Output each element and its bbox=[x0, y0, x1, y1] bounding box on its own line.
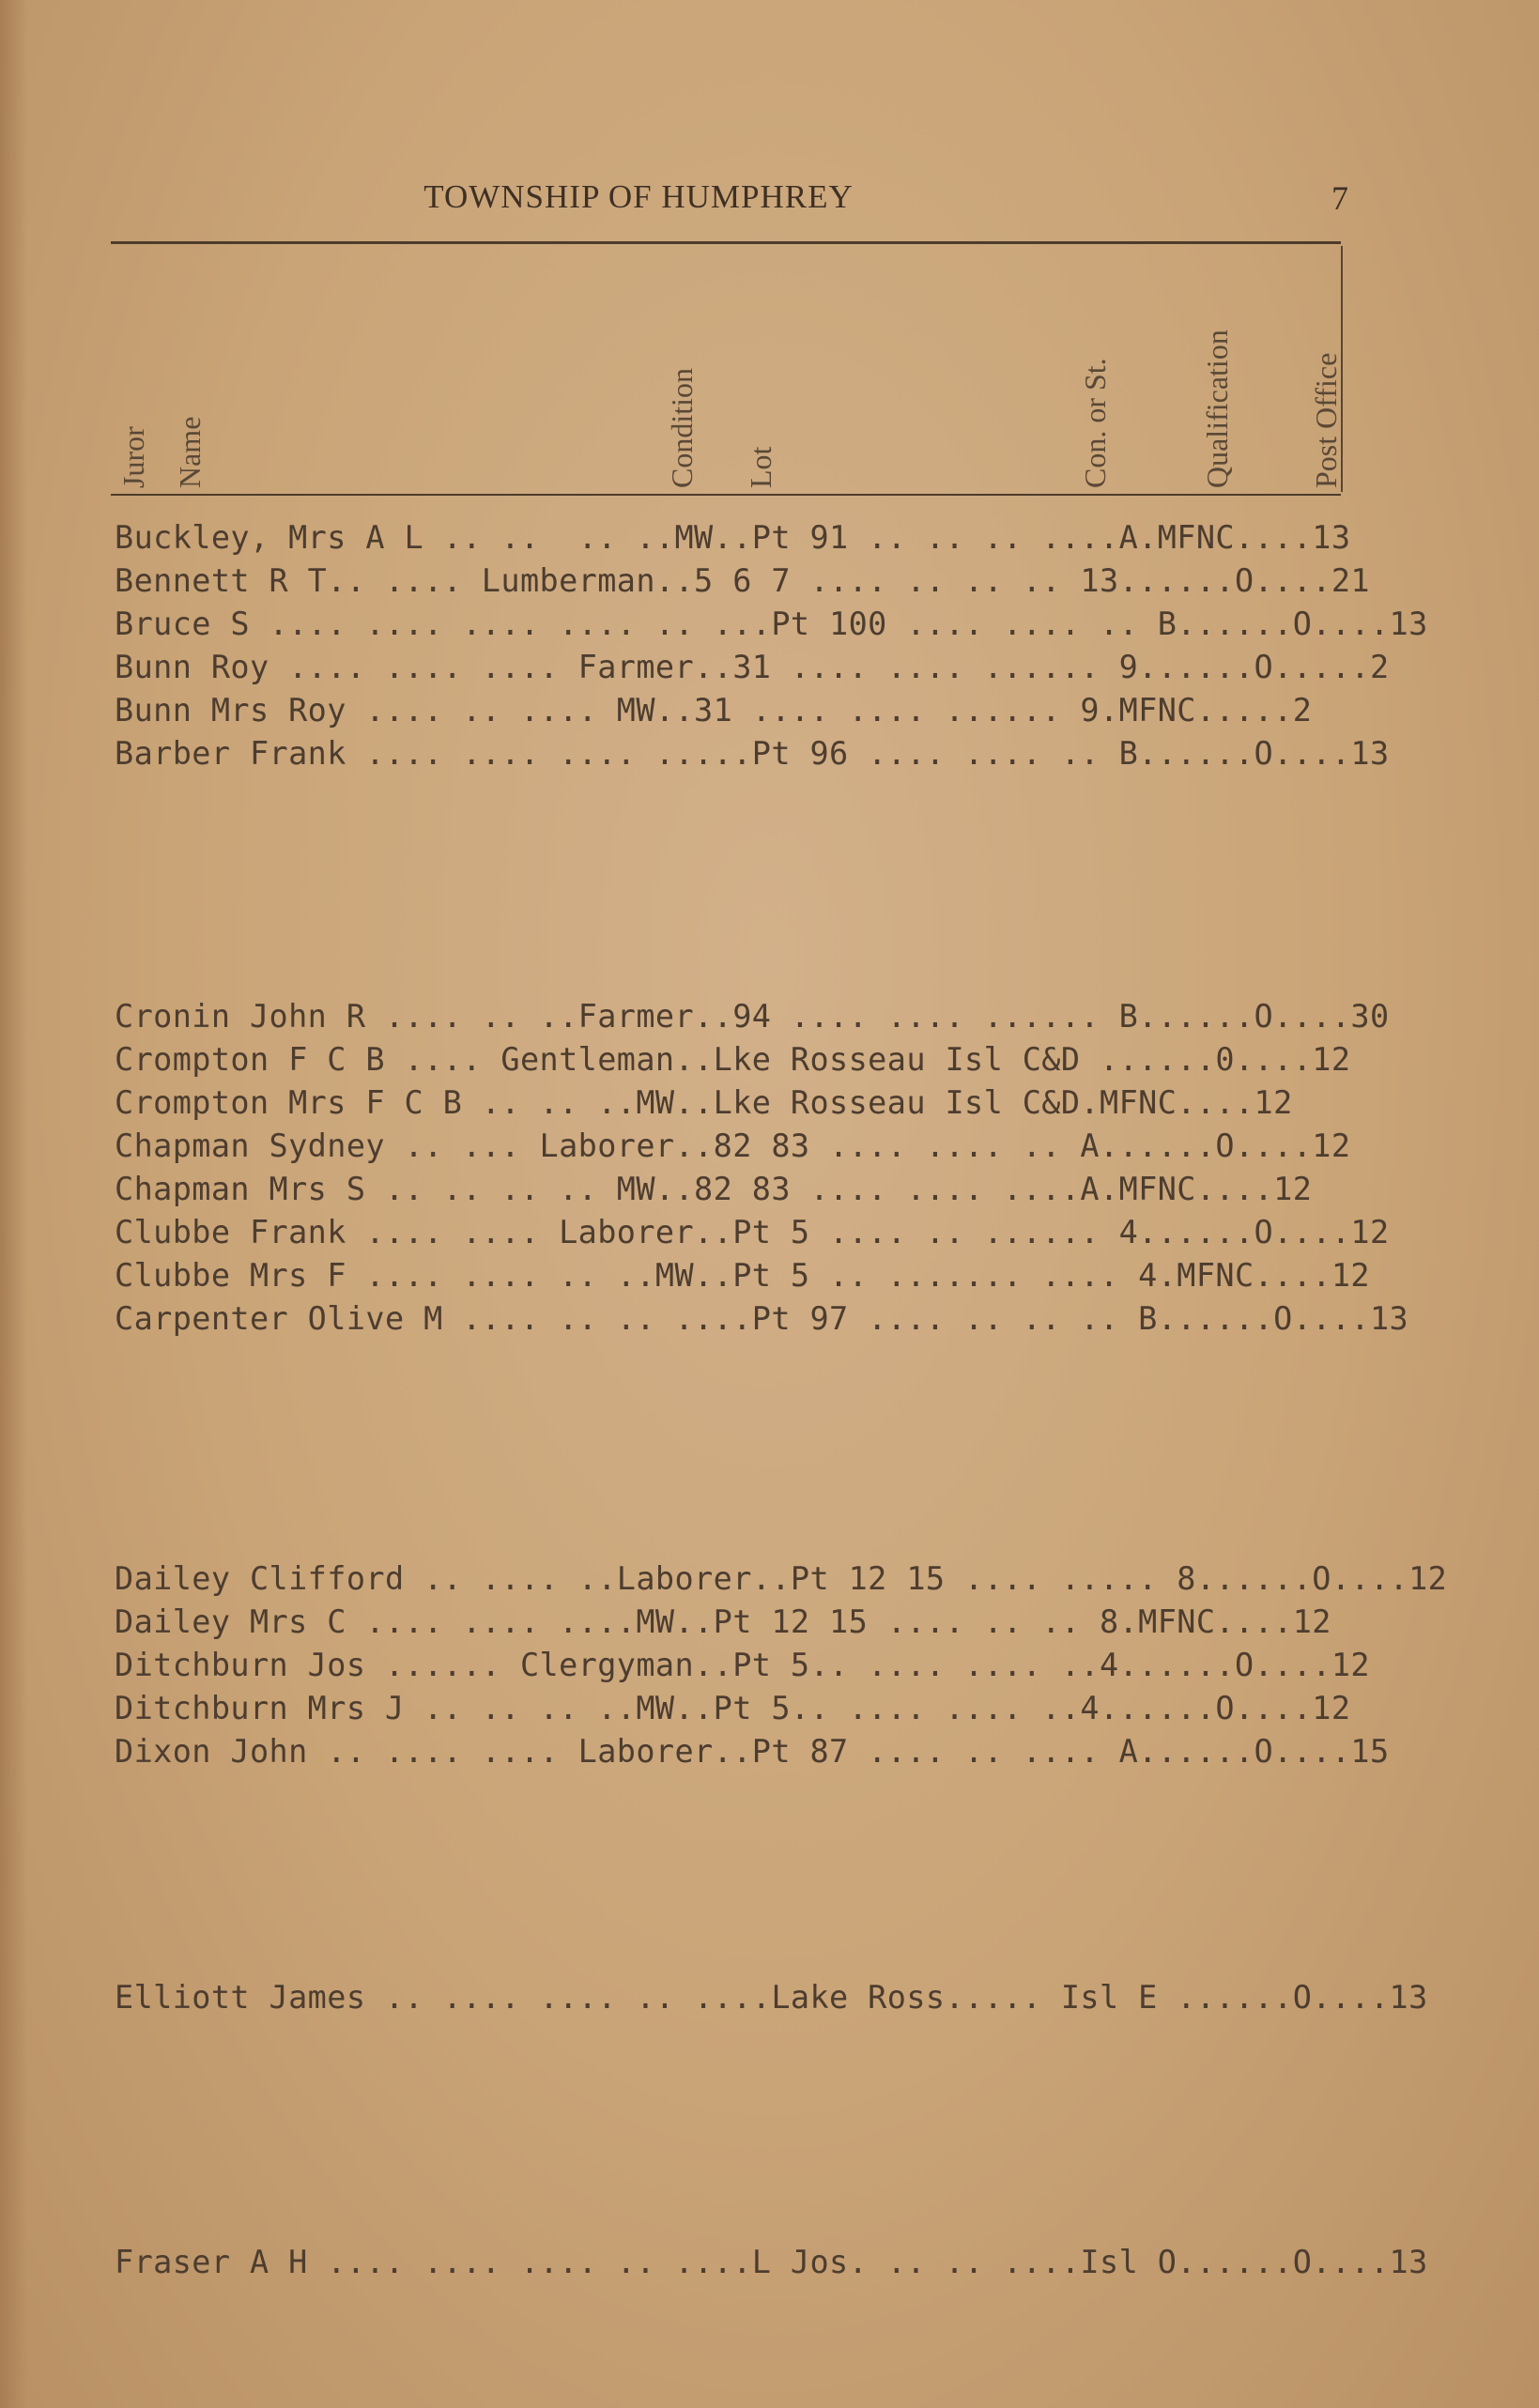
column-header-juror: Juror bbox=[116, 426, 150, 488]
juror-entry: Elliott James .. .... .... .. ....Lake Ross..... Isl E ......O....13 bbox=[115, 1979, 1428, 2016]
column-header-lot: Lot bbox=[744, 446, 777, 488]
juror-entry: Chapman Sydney .. ... Laborer..82 83 .... .... .. A......O....12 bbox=[115, 1127, 1351, 1164]
column-header-condition: Condition bbox=[665, 367, 699, 488]
juror-entry: Bunn Mrs Roy .... .. .... MW..31 .... .... ...... 9.MFNC.....2 bbox=[115, 692, 1313, 729]
juror-entry: Dailey Clifford .. .... ..Laborer..Pt 12 15 .... ..... 8......O....12 bbox=[115, 1560, 1448, 1597]
juror-entry: Bunn Roy .... .... .... Farmer..31 .... .... ...... 9......O.....2 bbox=[115, 649, 1390, 685]
juror-entry: Carpenter Olive M .... .. .. ....Pt 97 .... .. .. .. B......O....13 bbox=[115, 1300, 1409, 1337]
column-header-post-office: Post Office bbox=[1309, 352, 1343, 488]
juror-entry: Bruce S .... .... .... .... .. ...Pt 100 .... .... .. B......O....13 bbox=[115, 606, 1428, 642]
juror-entry: Dailey Mrs C .... .... ....MW..Pt 12 15 .... .. .. 8.MFNC....12 bbox=[115, 1603, 1331, 1640]
header-rule bbox=[111, 241, 1341, 244]
juror-entry: Cronin John R .... .. ..Farmer..94 .... .... ...... B......O....30 bbox=[115, 998, 1390, 1035]
column-header-con-or-st: Con. or St. bbox=[1078, 358, 1112, 488]
column-header-qualification: Qualification bbox=[1200, 330, 1234, 488]
juror-entry: Crompton Mrs F C B .. .. ..MW..Lke Rosseau Isl C&D.MFNC....12 bbox=[115, 1084, 1293, 1121]
juror-entry: Ditchburn Jos ...... Clergyman..Pt 5.. .... .... ..4......O....12 bbox=[115, 1647, 1370, 1683]
column-header-name: Name bbox=[173, 416, 207, 488]
juror-entry: Bennett R T.. .... Lumberman..5 6 7 .... .. .. .. 13......O....21 bbox=[115, 562, 1370, 599]
page-binding-edge bbox=[0, 0, 28, 2408]
juror-entry: Crompton F C B .... Gentleman..Lke Rosseau Isl C&D ......0....12 bbox=[115, 1041, 1351, 1078]
juror-entry: Clubbe Frank .... .... Laborer..Pt 5 .... .. ...... 4......O....12 bbox=[115, 1214, 1390, 1250]
page-number: 7 bbox=[1331, 179, 1348, 217]
juror-entry: Buckley, Mrs A L .. .. .. ..MW..Pt 91 .. .. .. ....A.MFNC....13 bbox=[115, 519, 1351, 556]
page-title: TOWNSHIP OF HUMPHREY bbox=[423, 178, 854, 215]
column-header-rule bbox=[111, 494, 1341, 496]
juror-entry: Dixon John .. .... .... Laborer..Pt 87 .... .. .... A......O....15 bbox=[115, 1733, 1390, 1770]
juror-entry: Ditchburn Mrs J .. .. .. ..MW..Pt 5.. .... .... ..4......O....12 bbox=[115, 1690, 1351, 1726]
juror-entry: Fraser A H .... .... .... .. ....L Jos. .. .. ....Isl O......O....13 bbox=[115, 2244, 1428, 2280]
juror-entry: Clubbe Mrs F .... .... .. ..MW..Pt 5 .. ....... .... 4.MFNC....12 bbox=[115, 1257, 1370, 1294]
juror-entry: Barber Frank .... .... .... .....Pt 96 .... .... .. B......O....13 bbox=[115, 735, 1390, 772]
juror-entry: Chapman Mrs S .. .. .. .. MW..82 83 .... .... ....A.MFNC....12 bbox=[115, 1171, 1313, 1207]
